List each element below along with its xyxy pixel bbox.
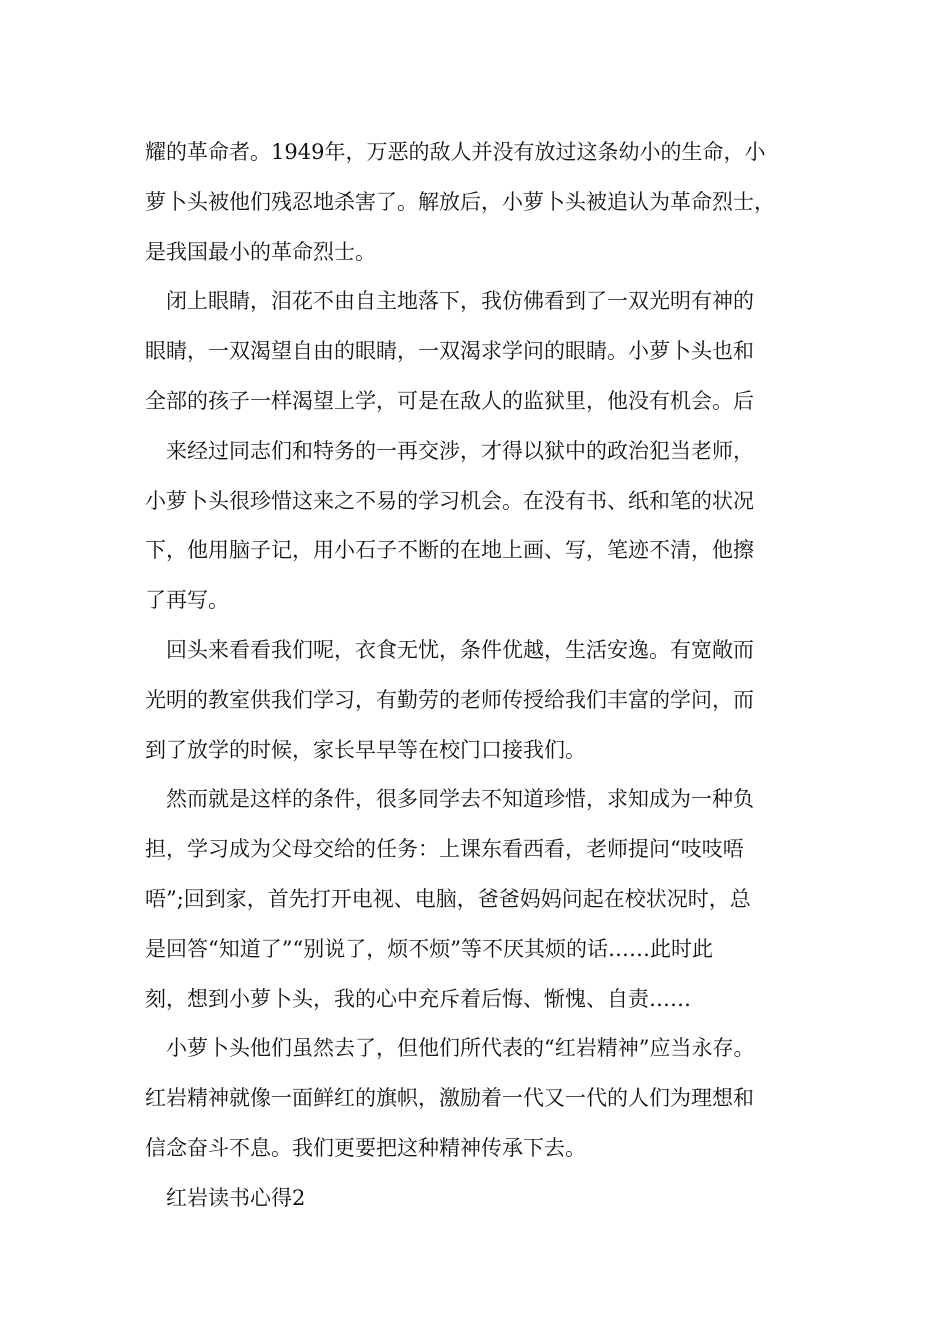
paragraph-start-line: 小萝卜头他们虽然去了，但他们所代表的“红岩精神”应当永存。: [166, 1036, 755, 1061]
paragraph-start-line: 回头来看看我们呢，衣食无忧，条件优越，生活安逸。有宽敞而: [166, 637, 754, 662]
text-line: 唔”;回到家，首先打开电视、电脑，爸爸妈妈问起在校状况时，总: [145, 886, 751, 911]
text-line: 到了放学的时候，家长早早等在校门口接我们。: [145, 737, 586, 762]
document-body: [145, 128, 815, 1224]
paragraph-start-line: 来经过同志们和特务的一再交涉，才得以狱中的政治犯当老师，: [166, 438, 754, 463]
text-line: 是回答“知道了”“别说了，烦不烦”等不厌其烦的话……此时此: [145, 936, 713, 961]
text-line: 担，学习成为父母交给的任务：上课东看西看，老师提问“吱吱唔: [145, 837, 744, 862]
text-line: 小萝卜头很珍惜这来之不易的学习机会。在没有书、纸和笔的状况: [145, 488, 754, 513]
paragraph-start-line: 然而就是这样的条件，很多同学去不知道珍惜，求知成为一种负: [166, 787, 754, 812]
text-line: 耀的革命者。1949年，万恶的敌人并没有放过这条幼小的生命，小: [145, 140, 766, 164]
text-line: 萝卜头被他们残忍地杀害了。解放后，小萝卜头被追认为革命烈士，: [145, 189, 775, 214]
text-line: 是我国最小的革命烈士。: [145, 239, 376, 264]
section-heading: 红岩读书心得2: [166, 1185, 306, 1210]
text-line: 红岩精神就像一面鲜红的旗帜，激励着一代又一代的人们为理想和: [145, 1086, 754, 1111]
text-line: 下，他用脑子记，用小石子不断的在地上画、写，笔迹不清，他擦: [145, 538, 754, 563]
text-line: 光明的教室供我们学习，有勤劳的老师传授给我们丰富的学问，而: [145, 687, 754, 712]
text-line: 刻，想到小萝卜头，我的心中充斥着后悔、惭愧、自责……: [145, 986, 691, 1011]
text-line: 信念奋斗不息。我们更要把这种精神传承下去。: [145, 1135, 586, 1160]
paragraph-start-line: 闭上眼睛，泪花不由自主地落下，我仿佛看到了一双光明有神的: [166, 289, 754, 314]
text-line: 了再写。: [145, 588, 229, 613]
text-line: 全部的孩子一样渴望上学，可是在敌人的监狱里，他没有机会。后: [145, 388, 754, 413]
text-line: 眼睛，一双渴望自由的眼睛，一双渴求学问的眼睛。小萝卜头也和: [145, 339, 754, 364]
